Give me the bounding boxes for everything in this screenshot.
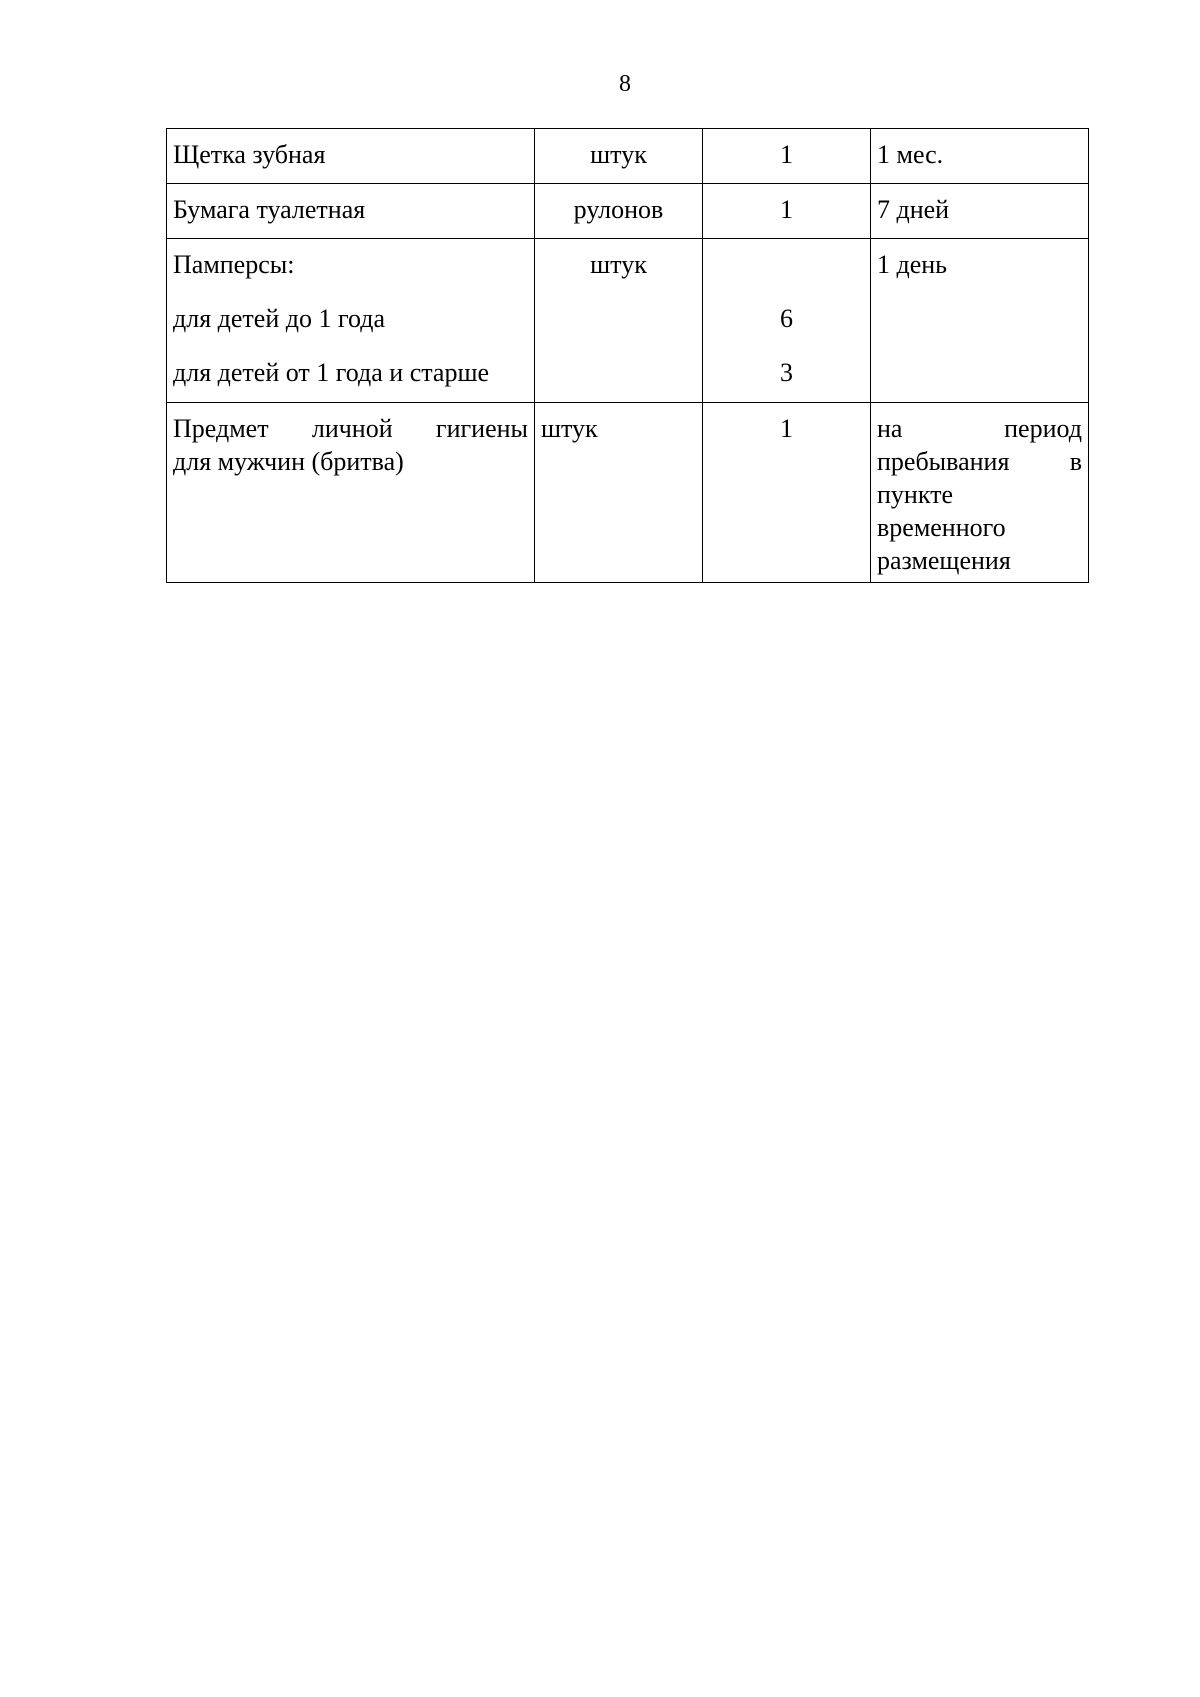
sub-item-quantity: 3: [780, 358, 793, 387]
quantity-header: [709, 248, 864, 302]
sub-item-name: для детей от 1 года и старше: [173, 358, 490, 387]
period-line: на период: [877, 414, 1082, 443]
supplies-table: [166, 128, 1089, 583]
page-number: 8: [619, 71, 631, 97]
period-line: пребывания в: [877, 447, 1082, 476]
sub-item-quantity: 6: [780, 304, 793, 333]
period-cell: 1 мес.: [871, 129, 1089, 184]
item-name-header: Памперсы:: [173, 250, 295, 279]
sub-item-name: для детей до 1 года: [173, 304, 386, 333]
table-row: [167, 184, 1089, 239]
unit-cell: рулонов: [535, 184, 703, 239]
item-name-cell: Бумага туалетная: [167, 184, 535, 239]
unit-cell: штук: [535, 129, 703, 184]
quantity-cell: 1: [703, 129, 871, 184]
period-cell: 7 дней: [871, 184, 1089, 239]
period-line: размещения: [877, 546, 1011, 575]
period-cell: 1 день: [871, 239, 1089, 403]
quantity-cell: 1: [703, 403, 871, 583]
item-name-cell: [167, 239, 535, 403]
table-row: [167, 129, 1089, 184]
item-name-line: для мужчин (бритва): [173, 447, 404, 476]
table-row: [167, 403, 1089, 583]
quantity-cell: 1: [703, 184, 871, 239]
unit-cell: штук: [535, 239, 703, 403]
quantity-cell: [703, 239, 871, 403]
table-row: [167, 239, 1089, 403]
item-name-line: Предмет личной гигиены: [173, 414, 528, 443]
period-cell: [871, 403, 1089, 583]
period-line: пункте: [877, 480, 954, 509]
item-name-cell: [167, 403, 535, 583]
unit-cell: штук: [535, 403, 703, 583]
period-line: временного: [877, 513, 1006, 542]
item-name-cell: Щетка зубная: [167, 129, 535, 184]
